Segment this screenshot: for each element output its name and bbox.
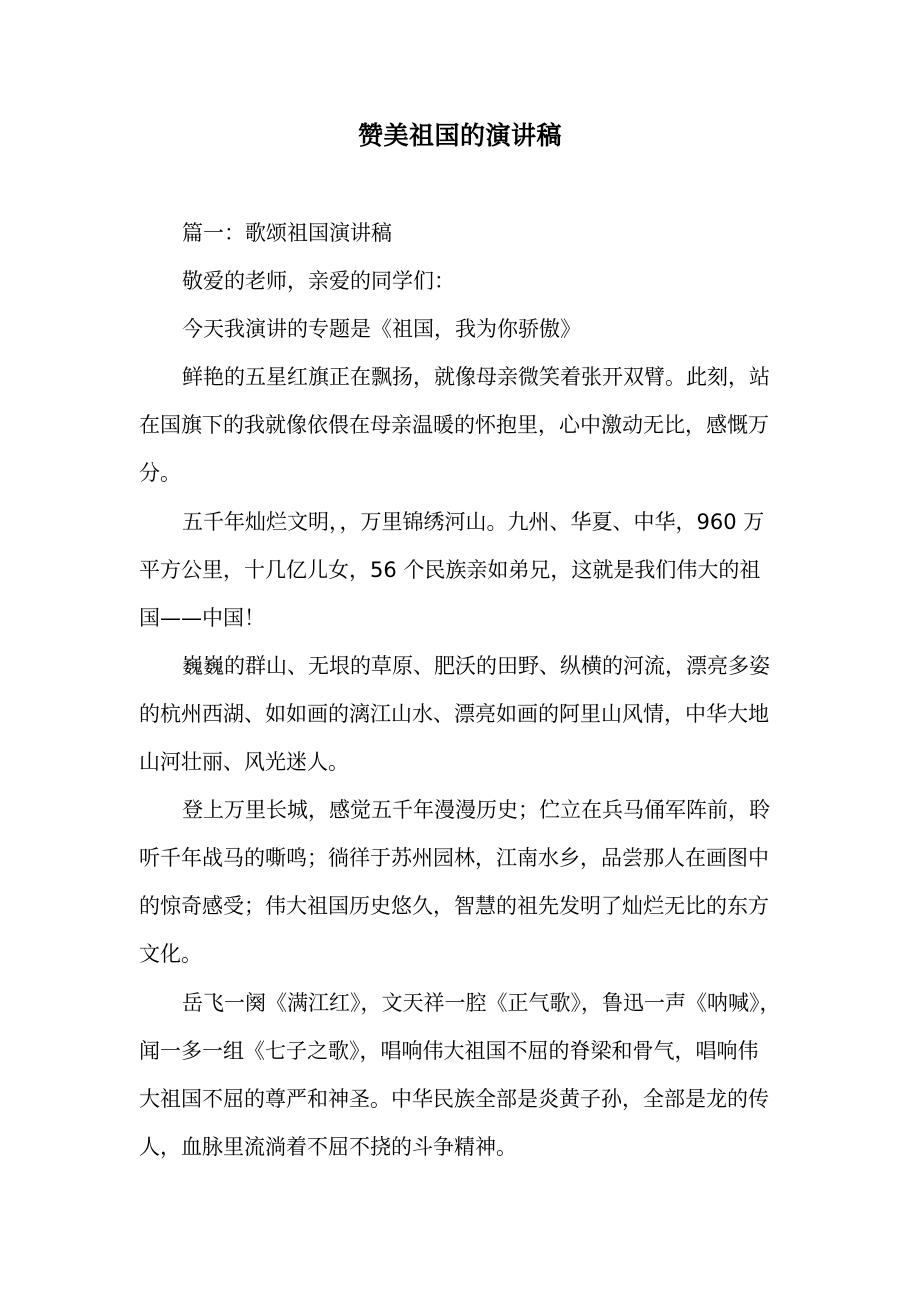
- paragraph-line: 平方公里，十几亿儿女，56 个民族亲如弟兄，这就是我们伟大的祖: [139, 558, 761, 582]
- paragraph-line: 分。: [139, 461, 181, 485]
- paragraph-line: 文化。: [139, 942, 202, 966]
- paragraph-line: 听千年战马的嘶鸣；徜徉于苏州园林，江南水乡，品尝那人在画图中: [139, 846, 769, 870]
- salutation-line: 敬爱的老师，亲爱的同学们：: [182, 269, 455, 293]
- paragraph-line: 国——中国！: [139, 606, 265, 630]
- paragraph-line: 五千年灿烂文明，，万里锦绣河山。九州、华夏、中华，960 万: [182, 510, 765, 534]
- paragraph-line: 岳飞一阕《满江红》，文天祥一腔《正气歌》，鲁迅一声《呐喊》，: [182, 991, 781, 1015]
- section-heading: 篇一：歌颂祖国演讲稿: [182, 221, 392, 245]
- paragraph-line: 山河壮丽、风光迷人。: [139, 750, 349, 774]
- paragraph-line: 的杭州西湖、如如画的漓江山水、漂亮如画的阿里山风情，中华大地: [139, 702, 769, 726]
- paragraph-line: 登上万里长城，感觉五千年漫漫历史；伫立在兵马俑军阵前，聆: [182, 798, 770, 822]
- paragraph-line: 的惊奇感受；伟大祖国历史悠久，智慧的祖先发明了灿烂无比的东方: [139, 894, 769, 918]
- paragraph-line: 鲜艳的五星红旗正在飘扬，就像母亲微笑着张开双臂。此刻，站: [182, 365, 770, 389]
- document-title: 赞美祖国的演讲稿: [357, 121, 562, 150]
- paragraph-line: 在国旗下的我就像依偎在母亲温暖的怀抱里，心中激动无比，感慨万: [139, 413, 769, 437]
- topic-line: 今天我演讲的专题是《祖国，我为你骄傲》: [182, 317, 581, 341]
- paragraph-line: 闻一多一组《七子之歌》，唱响伟大祖国不屈的脊梁和骨气，唱响伟: [139, 1039, 759, 1063]
- paragraph-line: 大祖国不屈的尊严和神圣。中华民族全部是炎黄子孙，全部是龙的传: [139, 1087, 769, 1111]
- paragraph-line: 巍巍的群山、无垠的草原、肥沃的田野、纵横的河流，漂亮多姿: [182, 654, 770, 678]
- paragraph-line: 人，血脉里流淌着不屈不挠的斗争精神。: [139, 1135, 517, 1159]
